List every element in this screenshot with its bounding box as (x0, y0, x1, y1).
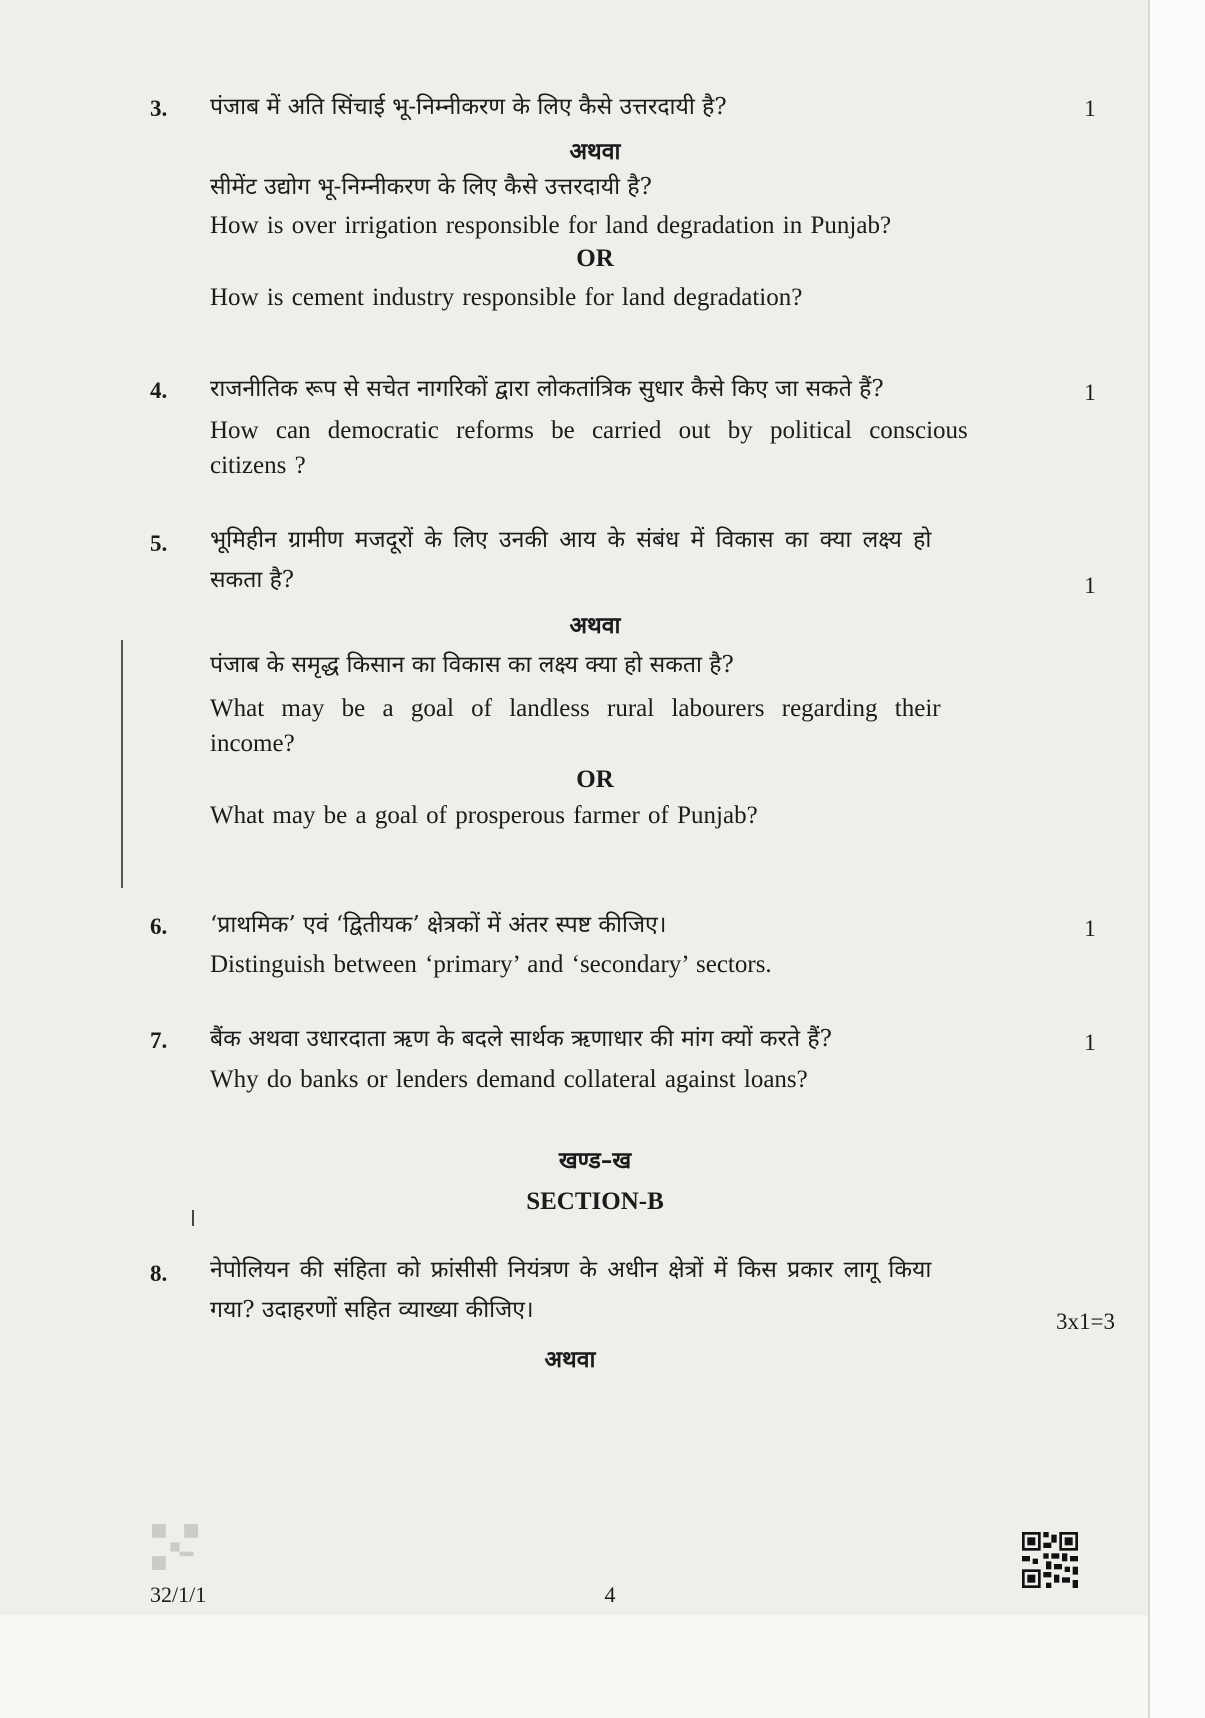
qr-code-icon (1022, 1532, 1078, 1588)
alt-question-hindi: सीमेंट उद्योग भू-निम्नीकरण के लिए कैसे उत्तरदायी है? (210, 174, 652, 200)
question-marks: 1 (1084, 96, 1096, 121)
question-number: 7. (150, 1028, 168, 1053)
question-marks: 3x1=3 (1056, 1309, 1115, 1334)
or-hindi: अथवा (569, 138, 621, 165)
question-hindi: राजनीतिक रूप से सचेत नागरिकों द्वारा लोकतांत्रिक सुधार कैसे किए जा सकते हैं? (210, 376, 884, 402)
section-heading-english: SECTION-B (526, 1188, 664, 1215)
question-marks: 1 (1084, 380, 1096, 405)
page-number: 4 (604, 1582, 616, 1607)
margin-tick (192, 1210, 194, 1226)
question-hindi: पंजाब में अति सिंचाई भू-निम्नीकरण के लिए कैसे उत्तरदायी है? (210, 94, 727, 120)
question-hindi-line-1: भूमिहीन ग्रामीण मजदूरों के लिए उनकी आय के संबंध में विकास का क्या लक्ष्य हो (210, 527, 932, 553)
question-hindi-line-2: सकता है? (210, 567, 295, 593)
question-hindi-line-2: गया? उदाहरणों सहित व्याख्या कीजिए। (210, 1297, 534, 1323)
question-hindi-line-1: नेपोलियन की संहिता को फ्रांसीसी नियंत्रण के अधीन क्षेत्रों में किस प्रकार लागू किया (210, 1257, 932, 1283)
question-marks: 1 (1084, 916, 1096, 941)
qr-code-ghost-icon (152, 1524, 198, 1570)
paper-code: 32/1/1 (150, 1582, 207, 1607)
question-number: 6. (150, 914, 168, 939)
section-heading-hindi: खण्ड–ख (558, 1147, 632, 1174)
alt-question-english: How is cement industry responsible for land degradation? (210, 284, 803, 311)
question-english: Distinguish between ‘primary’ and ‘secondary’ sectors. (210, 951, 772, 978)
question-marks: 1 (1084, 1030, 1096, 1055)
or-english: OR (576, 245, 614, 272)
or-english: OR (576, 766, 614, 793)
question-marks: 1 (1084, 573, 1096, 598)
or-hindi: अथवा (569, 612, 621, 639)
question-number: 4. (150, 378, 168, 403)
question-number: 3. (150, 96, 168, 121)
or-hindi: अथवा (544, 1346, 596, 1373)
question-hindi: ‘प्राथमिक’ एवं ‘द्वितीयक’ क्षेत्रकों में अंतर स्पष्ट कीजिए। (210, 912, 667, 938)
margin-bar (121, 640, 123, 888)
alt-question-hindi: पंजाब के समृद्ध किसान का विकास का लक्ष्य क्या हो सकता है? (210, 652, 734, 678)
question-english: How is over irrigation responsible for land degradation in Punjab? (210, 212, 892, 239)
question-hindi: बैंक अथवा उधारदाता ऋण के बदले सार्थक ऋणाधार की मांग क्यों करते हैं? (210, 1026, 832, 1052)
question-english-line-2: income? (210, 730, 295, 757)
question-english-line-2: citizens ? (210, 452, 306, 479)
scan-margin (1150, 0, 1205, 1718)
question-number: 8. (150, 1261, 168, 1286)
page-bottom (0, 1615, 1150, 1718)
question-english: Why do banks or lenders demand collateral against loans? (210, 1066, 808, 1093)
alt-question-english: What may be a goal of prosperous farmer of Punjab? (210, 802, 758, 829)
question-number: 5. (150, 531, 168, 556)
question-english-line-1: What may be a goal of landless rural labourers regarding their (210, 695, 941, 722)
question-english-line-1: How can democratic reforms be carried out by political conscious (210, 417, 968, 444)
